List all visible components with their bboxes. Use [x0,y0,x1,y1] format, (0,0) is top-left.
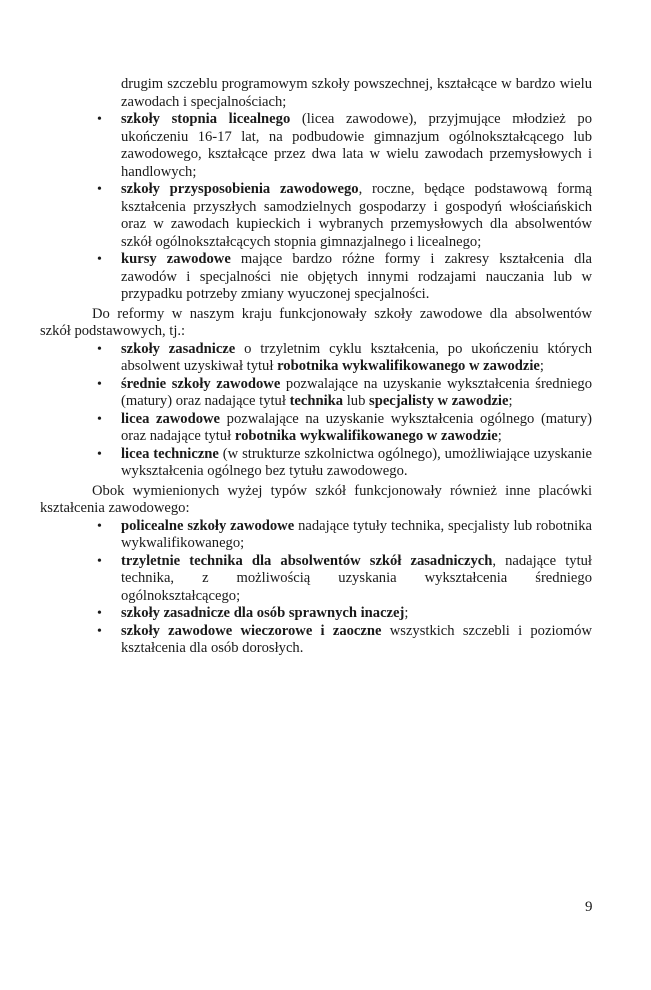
description: ; [539,358,544,374]
term: trzyletnie technika dla absolwentów szkół zasadniczych [121,552,493,569]
bullet-icon: • [97,411,102,427]
title-term: robotnika wykwalifikowanego w zawodzie [277,358,540,374]
bullet-icon: • [97,518,102,534]
page-number: 9 [585,899,593,915]
term: kursy zawodowe [121,251,231,267]
list-item [40,411,592,446]
description: , roczne, będące podstawową formą kształcenia przyszłych samodzielnych gospodarzy i gospodyń włościańskich oraz w zawodach kupieckich i wybranych przemysłowych dla absolwentów szkół ogólnokształcących stopnia gimnazjalnego i licealnego; [121,181,592,250]
title-term: robotnika wykwalifikowanego w zawodzie [234,428,498,444]
term: szkoły przysposobienia zawodowego [121,181,359,197]
title-term: specjalisty w zawodzie [369,393,509,409]
bullet-icon: • [97,182,102,197]
description: o trzyletnim cyklu kształcenia, po ukończeniu których absolwent uzyskiwał tytuł [121,340,592,374]
list-item [40,518,592,553]
bullet-icon: • [97,341,102,357]
pre-reform-schools-list [40,341,592,481]
bullet-icon: • [97,606,102,621]
bullet-icon: • [97,376,102,392]
list-item [40,623,592,658]
term: szkoły stopnia licealnego [121,111,291,127]
list-item-continuation: drugim szczeblu programowym szkoły powszechnej, kształcące w bardzo wielu zawodach i specjalnościach; [121,76,592,110]
bullet-icon: • [97,252,102,267]
list-item [40,181,592,251]
description: mające bardzo różne formy i zakresy kształcenia dla zawodów i specjalności nie objętych innymi rodzajami nauczania lub w przypadku potrzeby zmiany wyuczonej specjalności. [121,251,592,302]
term: policealne szkoły zawodowe [121,517,295,534]
list-item [40,605,592,623]
list-item [40,341,592,376]
description: pozwalające na uzyskanie wykształcenia średniego (matury) oraz nadające tytuł [121,375,592,409]
description: wszystkich szczebli i poziomów kształcenia dla osób dorosłych. [121,622,592,656]
term: szkoły zawodowe wieczorowe i zaoczne [121,622,382,639]
description: ; [508,393,513,409]
term: szkoły zasadnicze [121,340,236,357]
term: średnie szkoły zawodowe [121,375,281,392]
list-item [40,111,592,181]
body-text [40,76,592,658]
description: pozwalające na uzyskanie wykształcenia ogólnego (matury) oraz nadające tytuł [121,410,592,444]
description: (licea zawodowe), przyjmujące młodzież po ukończeniu 16-17 lat, na podbudowie gimnazjum ogólnokształcącego lub zawodowego, kształcące przez dwa lata w wielu zawodach przemysłowych i handlowych; [121,111,592,180]
description: , nadające tytuł technika, z możliwością uzyskania wykształcenia średniego ogólnokształcącego; [121,552,592,604]
paragraph: Obok wymienionych wyżej typów szkół funkcjonowały również inne placówki kształcenia zawodowego: [40,482,592,516]
term: licea zawodowe [121,410,221,427]
list-item [40,376,592,411]
bullet-icon: • [97,446,102,462]
description: nadające tytuły technika, specjalisty lub robotnika wykwalifikowanego; [121,517,592,551]
description: (w strukturze szkolnictwa ogólnego), umożliwiające uzyskanie wykształcenia ogólnego bez tytułu zawodowego. [121,445,592,479]
term: licea techniczne [121,445,219,462]
list-item [40,251,592,304]
list-item [40,553,592,606]
description: lub [343,393,370,409]
list-item [40,446,592,481]
description: ; [404,605,409,621]
bullet-icon: • [97,112,102,127]
paragraph: Do reformy w naszym kraju funkcjonowały szkoły zawodowe dla absolwentów szkół podstawowych, tj.: [40,305,592,339]
other-institutions-list [40,518,592,658]
title-term: technika [289,393,344,409]
description: ; [497,428,502,444]
bullet-icon: • [97,623,102,639]
bullet-icon: • [97,553,102,569]
school-types-list [40,111,592,304]
term: szkoły zasadnicze dla osób sprawnych inaczej [121,605,405,621]
